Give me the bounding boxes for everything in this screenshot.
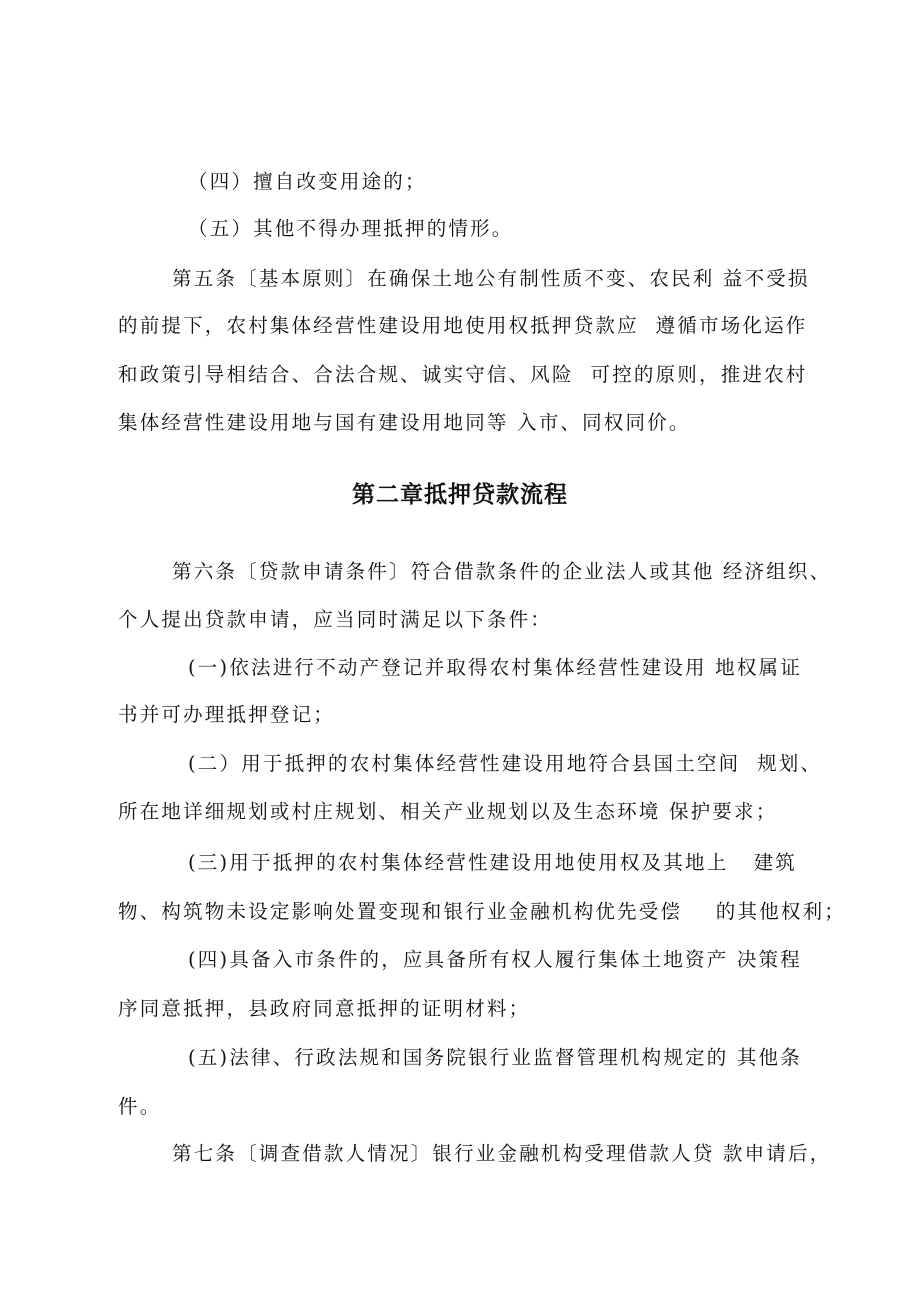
condition-four-line-2: 序同意抵押，县政府同意抵押的证明材料； bbox=[118, 997, 531, 1020]
article-five-line-1: 第五条〔基本原则〕在确保土地公有制性质不变、农民利 益不受损 bbox=[172, 267, 810, 290]
condition-five-line-1: (五)法律、行政法规和国务院银行业监督管理机构规定的 其他条 bbox=[188, 1046, 802, 1069]
condition-three-line-2: 物、构筑物未设定影响处置变现和银行业金融机构优先受偿 的其他权利； bbox=[118, 900, 846, 923]
article-five-line-4: 集体经营性建设用地与国有建设用地同等 入市、同权同价。 bbox=[118, 411, 691, 434]
article-six-line-2: 个人提出贷款申请，应当同时满足以下条件： bbox=[118, 608, 553, 631]
condition-four-line-1: (四)具备入市条件的，应具备所有权人履行集体土地资产 决策程 bbox=[188, 948, 802, 971]
condition-two-line-1: (二）用于抵押的农村集体经营性建设用地符合县国土空间 规划、 bbox=[188, 752, 823, 775]
item-four-line: （四）擅自改变用途的； bbox=[188, 170, 427, 193]
chapter-heading: 第二章抵押贷款流程 bbox=[352, 482, 568, 508]
condition-five-line-2: 件。 bbox=[118, 1095, 162, 1118]
condition-one-line-1: (一)依法进行不动产登记并取得农村集体经营性建设用 地权属证 bbox=[188, 656, 802, 679]
condition-one-line-2: 书并可办理抵押登记； bbox=[118, 703, 336, 726]
article-six-line-1: 第六条〔贷款申请条件〕符合借款条件的企业法人或其他 经济组织、 bbox=[172, 560, 832, 583]
condition-two-line-2: 所在地详细规划或村庄规划、相关产业规划以及生态环境 保护要求； bbox=[118, 800, 778, 823]
article-five-line-2: 的前提下，农村集体经营性建设用地使用权抵押贷款应 遵循市场化运作 bbox=[118, 314, 808, 337]
item-five-line: （五）其他不得办理抵押的情形。 bbox=[188, 217, 514, 240]
condition-three-line-1: (三)用于抵押的农村集体经营性建设用地使用权及其地上 建筑 bbox=[188, 851, 798, 874]
article-five-line-3: 和政策引导相结合、合法合规、诚实守信、风险 可控的原则，推进农村 bbox=[118, 363, 808, 386]
article-seven-line-1: 第七条〔调查借款人情况〕银行业金融机构受理借款人贷 款申请后， bbox=[172, 1142, 832, 1165]
